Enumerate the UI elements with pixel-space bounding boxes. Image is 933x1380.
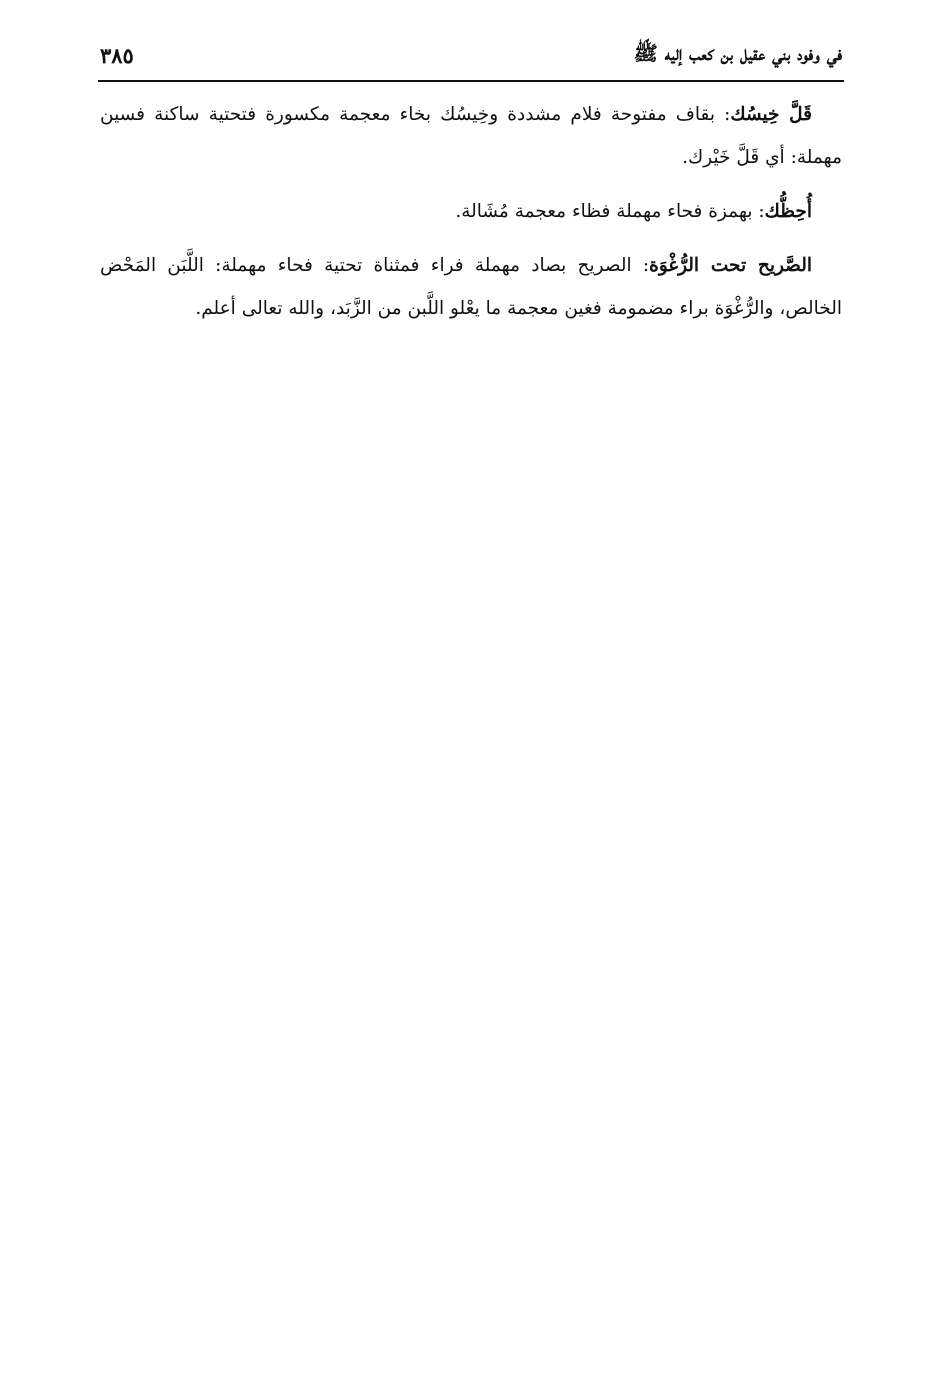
running-header <box>100 38 842 72</box>
definition-text: : الصريح بصاد مهملة فراء فمثناة تحتية فحاء مهملة: اللَّبَن المَحْض الخالص، والرُّغْوَة براء مضمومة فغين معجمة ما يعْلو اللَّبن من الزَّبَد، والله تعالى أعلم. <box>100 255 842 319</box>
body-text <box>100 93 842 330</box>
defined-term: الصَّريح تحت الرُّغْوَة <box>649 255 812 276</box>
defined-term: أُحِظُّك <box>764 201 812 222</box>
definition-text: : بقاف مفتوحة فلام مشددة وخِيسُك بخاء معجمة مكسورة فتحتية ساكنة فسين مهملة: أي قَلَّ خَيْرك. <box>100 104 842 168</box>
defined-term: قَلَّ خِيسُك <box>730 104 812 125</box>
header-divider <box>98 80 844 82</box>
definition-paragraph <box>100 93 842 179</box>
definition-paragraph <box>100 190 842 233</box>
chapter-title: في وفود بني عقيل بن كعب إليه ﷺ <box>633 40 842 65</box>
definition-text: : بهمزة فحاء مهملة فظاء معجمة مُشَالة. <box>455 201 765 222</box>
definition-paragraph <box>100 244 842 330</box>
page-number: ٣٨٥ <box>100 42 134 68</box>
